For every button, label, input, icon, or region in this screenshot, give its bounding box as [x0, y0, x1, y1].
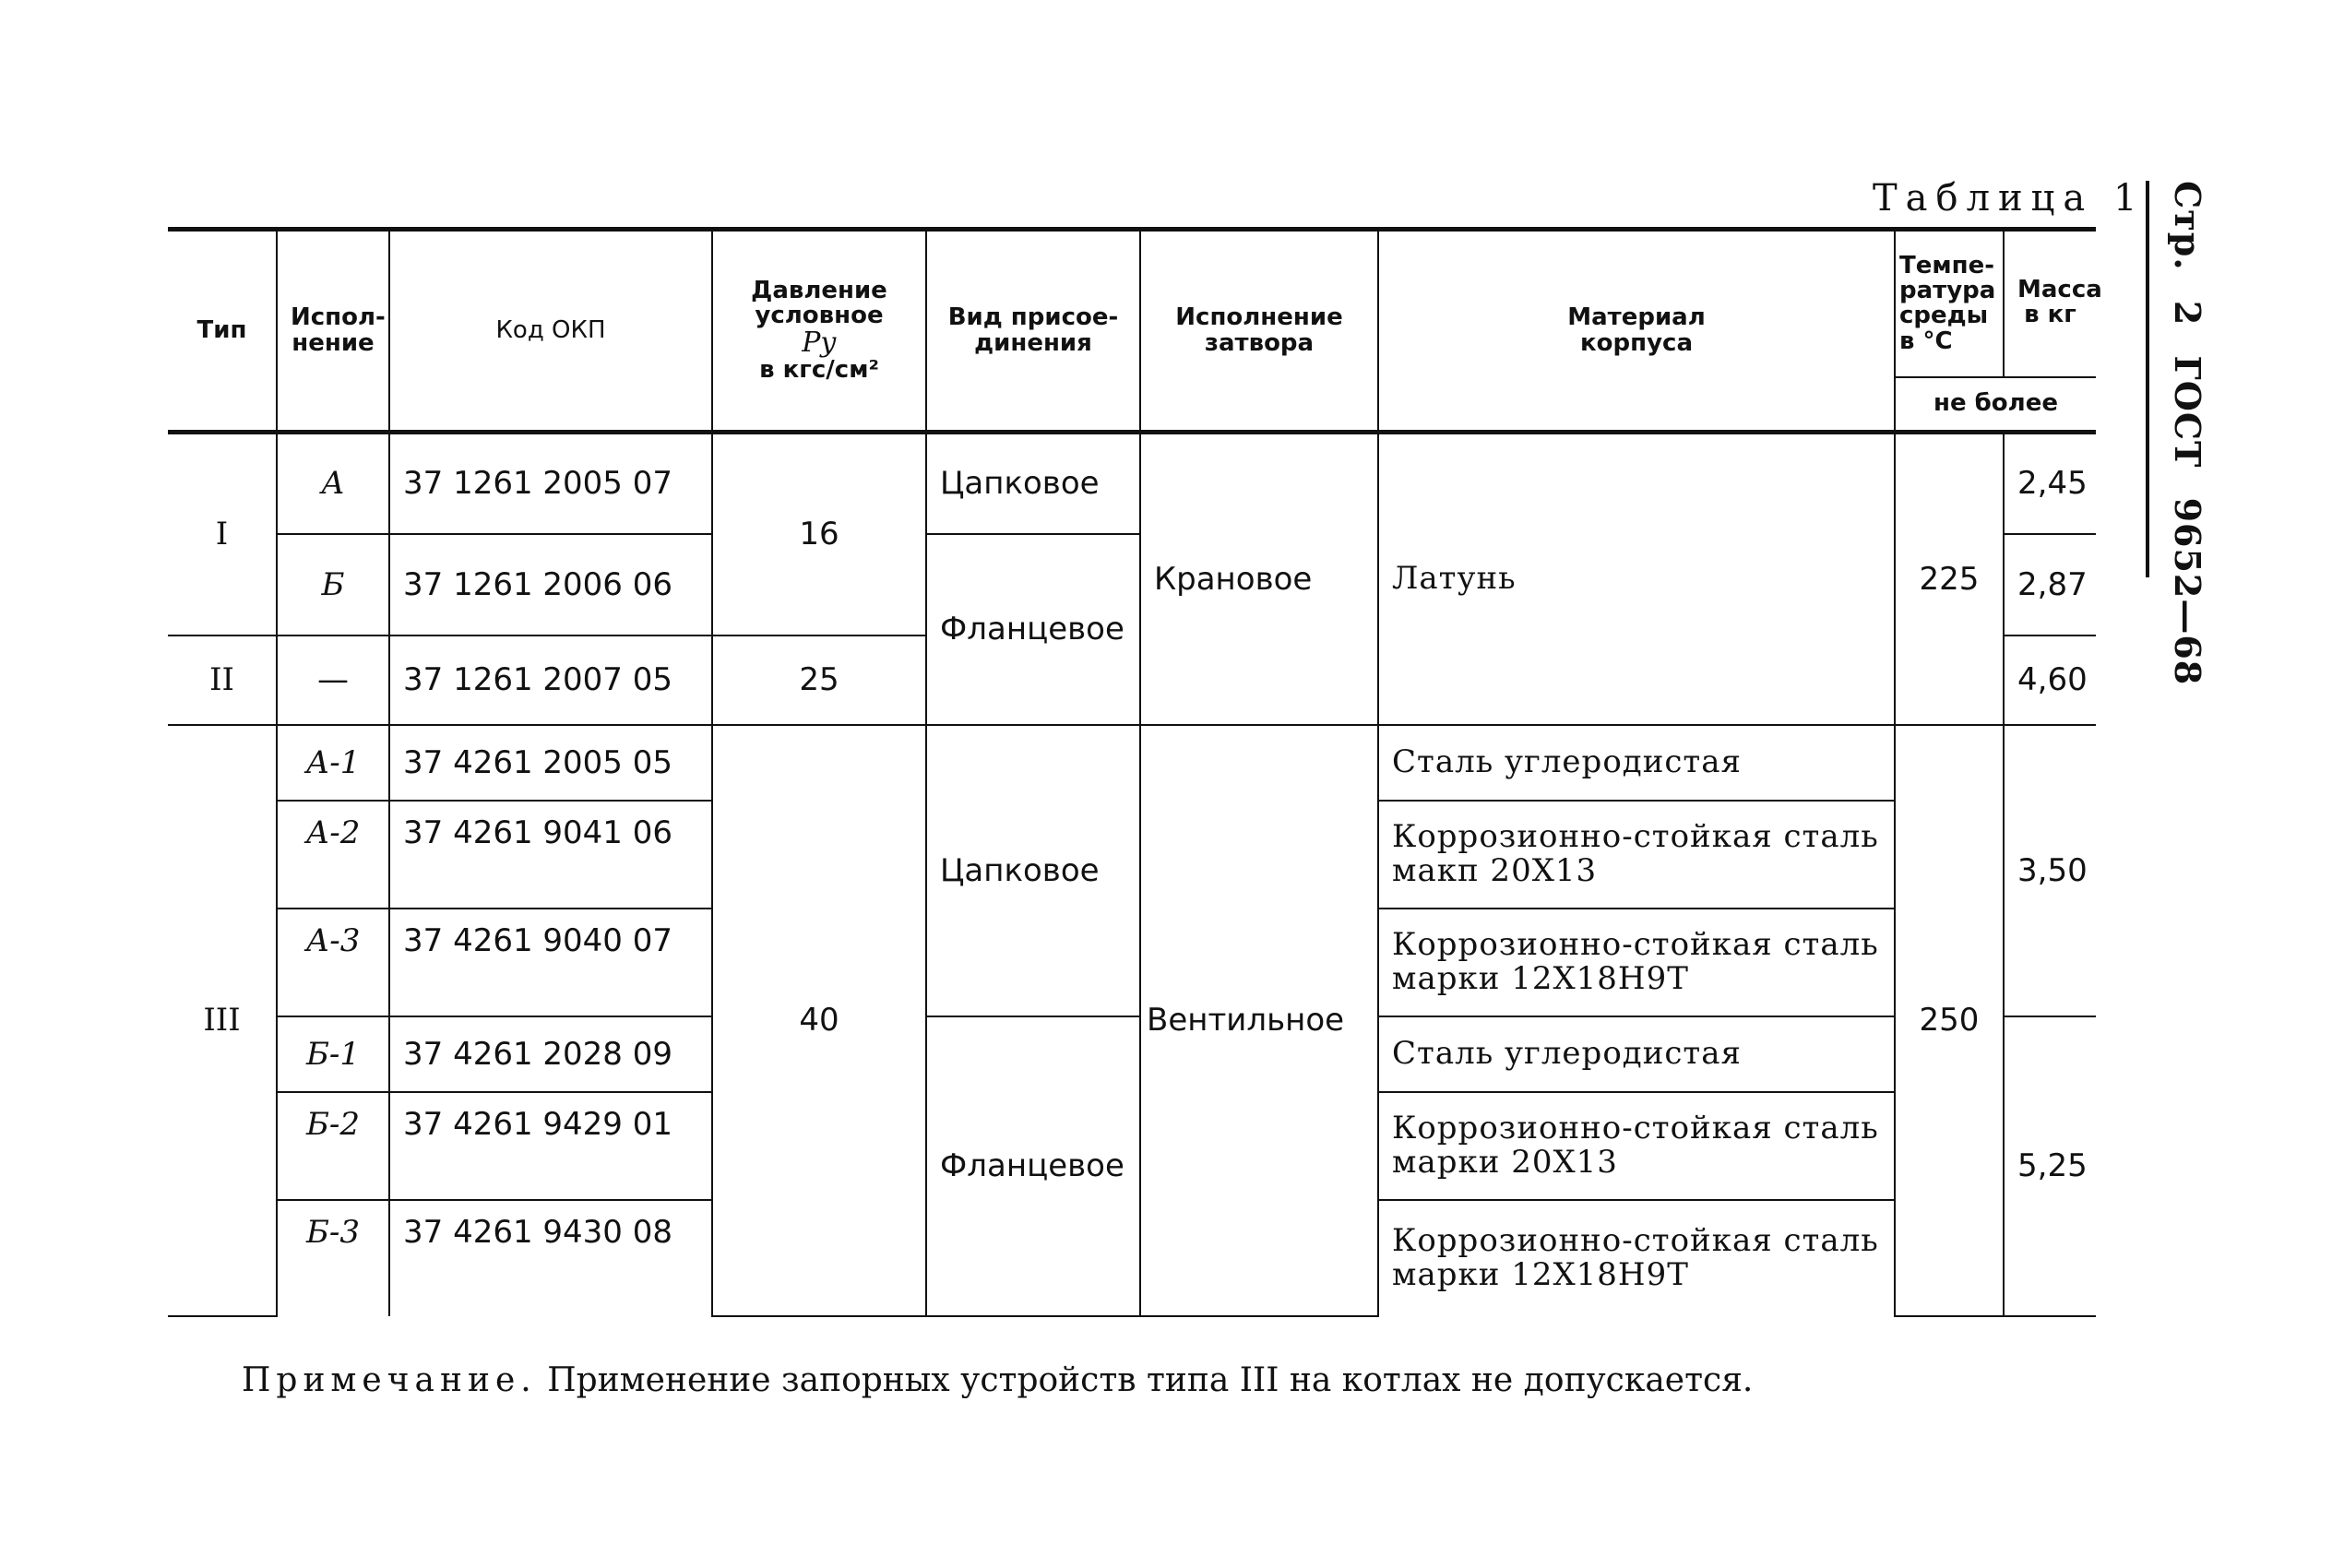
connection-flan-3: Фланцевое	[926, 1016, 1140, 1316]
header-max-note: не более	[1895, 377, 2096, 433]
okp-b: 37 1261 2006 06	[389, 534, 712, 636]
variant-dash: —	[277, 636, 389, 725]
header-type: Тип	[168, 230, 277, 433]
okp-a: 37 1261 2005 07	[389, 433, 712, 534]
header-material: Материал корпуса	[1378, 230, 1895, 433]
standard-number: 9652—68	[2167, 497, 2208, 686]
header-pressure	[712, 230, 926, 433]
okp-ii: 37 1261 2007 05	[389, 636, 712, 725]
page-number: 2	[2167, 300, 2208, 327]
material-12x18-1: Коррозионно-стойкая сталь марки 12Х18Н9Т	[1378, 909, 1895, 1016]
type-iii: III	[168, 725, 277, 1316]
footnote-label: Примечание.	[242, 1361, 537, 1399]
header-variant: Испол- нение	[277, 230, 389, 433]
okp-b3: 37 4261 9430 08	[389, 1200, 712, 1316]
shutter-vent: Вентильное	[1140, 725, 1378, 1316]
okp-a1: 37 4261 2005 05	[389, 725, 712, 801]
okp-b1: 37 4261 2028 09	[389, 1016, 712, 1092]
variant-b2: Б-2	[277, 1092, 389, 1200]
pressure-25: 25	[712, 636, 926, 725]
material-carbon-2: Сталь углеродистая	[1378, 1016, 1895, 1092]
mass-4-60: 4,60	[2004, 636, 2096, 725]
okp-b2: 37 4261 9429 01	[389, 1092, 712, 1200]
okp-a3: 37 4261 9040 07	[389, 909, 712, 1016]
spec-table	[168, 227, 2102, 1317]
header-okp: Код ОКП	[389, 230, 712, 433]
pressure-16: 16	[712, 433, 926, 636]
header-connection: Вид присое- динения	[926, 230, 1140, 433]
variant-a3: А-3	[277, 909, 389, 1016]
type-ii: II	[168, 636, 277, 725]
material-brass: Латунь	[1378, 433, 1895, 725]
material-20x13-2: Коррозионно-стойкая сталь марки 20Х13	[1378, 1092, 1895, 1200]
material-12x18-2: Коррозионно-стойкая сталь марки 12Х18Н9Т	[1378, 1200, 1895, 1316]
mass-3-50: 3,50	[2004, 725, 2096, 1016]
standard-label: ГОСТ	[2167, 355, 2208, 469]
header-pressure-unit: в кгс/см²	[759, 355, 879, 384]
table-title: Таблица 1	[1873, 177, 2146, 220]
mass-2-45: 2,45	[2004, 433, 2096, 534]
mass-5-25: 5,25	[2004, 1016, 2096, 1316]
header-temperature: Темпе- ратура среды в °С	[1895, 230, 2004, 377]
temperature-250: 250	[1895, 725, 2004, 1316]
material-carbon-1: Сталь углеродистая	[1378, 725, 1895, 801]
variant-b3: Б-3	[277, 1200, 389, 1316]
header-pressure-symbol: Pу	[802, 327, 837, 360]
page-label: Стр.	[2167, 181, 2208, 271]
variant-b: Б	[277, 534, 389, 636]
connection-flan-1: Фланцевое	[926, 534, 1140, 725]
material-20x13-1: Коррозионно-стойкая сталь макп 20Х13	[1378, 801, 1895, 909]
shutter-kran: Крановое	[1140, 433, 1378, 725]
connection-tsap-1: Цапковое	[926, 433, 1140, 534]
variant-a1: А-1	[277, 725, 389, 801]
header-pressure-label: Давление условное	[751, 276, 887, 330]
connection-tsap-3: Цапковое	[926, 725, 1140, 1016]
header-mass: Масса в кг	[2004, 230, 2096, 377]
okp-a2: 37 4261 9041 06	[389, 801, 712, 909]
header-shutter: Исполнение затвора	[1140, 230, 1378, 433]
page-header	[2167, 181, 2208, 702]
pressure-40: 40	[712, 725, 926, 1316]
temperature-225: 225	[1895, 433, 2004, 725]
variant-a: А	[277, 433, 389, 534]
variant-a2: А-2	[277, 801, 389, 909]
variant-b1: Б-1	[277, 1016, 389, 1092]
mass-2-87: 2,87	[2004, 534, 2096, 636]
type-i: I	[168, 433, 277, 636]
footnote	[242, 1361, 1753, 1399]
footnote-text: Применение запорных устройств типа III на котлах не допускается.	[547, 1361, 1754, 1399]
